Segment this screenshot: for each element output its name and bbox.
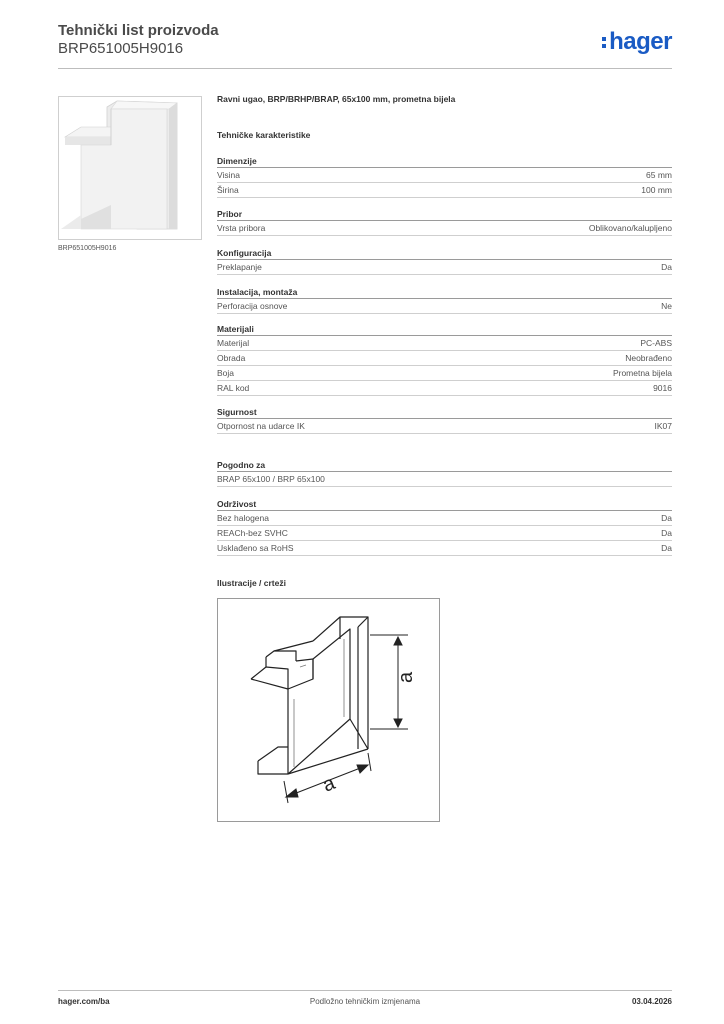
footer-notice: Podložno tehničkim izmjenama (309, 997, 421, 1006)
spec-value: Da (661, 528, 672, 538)
product-summary (217, 94, 672, 140)
spec-value: Ne (661, 301, 672, 311)
spec-label: RAL kod (217, 383, 250, 393)
spec-row (217, 511, 672, 526)
document-title: Tehnički list proizvoda (58, 22, 219, 39)
spec-label: Vrsta pribora (217, 223, 266, 233)
logo-text: hager (609, 28, 672, 55)
spec-value: 100 mm (641, 185, 672, 195)
footer-date: 03.04.2026 (631, 997, 672, 1006)
section-title: Pribor (217, 207, 672, 221)
spec-label: BRAP 65x100 / BRP 65x100 (217, 474, 325, 484)
section-title: Pogodno za (217, 458, 672, 472)
section-title: Održivost (217, 497, 672, 511)
product-image-caption: BRP651005H9016 (58, 245, 117, 252)
spec-row (217, 299, 672, 314)
section-configuration (217, 246, 672, 275)
spec-row (217, 541, 672, 556)
spec-row (217, 221, 672, 236)
section-sustainability (217, 497, 672, 556)
spec-label: Perforacija osnove (217, 301, 288, 311)
spec-value: IK07 (654, 421, 672, 431)
header-divider (58, 68, 672, 69)
footer-website-link[interactable]: hager.com/ba (58, 997, 110, 1006)
section-title: Materijali (217, 322, 672, 336)
spec-row (217, 183, 672, 198)
technical-characteristics-heading: Tehničke karakteristike (217, 130, 311, 140)
section-installation (217, 285, 672, 314)
spec-row (217, 351, 672, 366)
logo-colon-icon (602, 34, 607, 50)
dimension-label-vertical: a (395, 671, 417, 683)
section-dimensions (217, 154, 672, 198)
section-safety (217, 405, 672, 434)
flat-angle-drawing-icon (218, 599, 439, 821)
flat-angle-photo-icon (59, 97, 201, 239)
spec-row (217, 419, 672, 434)
section-title: Konfiguracija (217, 246, 672, 260)
spec-row (217, 260, 672, 275)
product-code: BRP651005H9016 (58, 40, 184, 57)
section-materials (217, 322, 672, 396)
illustrations-heading: Ilustracije / crteži (217, 578, 286, 588)
spec-row (217, 472, 672, 487)
spec-label: Usklađeno sa RoHS (217, 543, 294, 553)
spec-label: Materijal (217, 338, 250, 348)
spec-label: Otpornost na udarce IK (217, 421, 305, 431)
spec-value: Neobrađeno (625, 353, 672, 363)
section-title: Instalacija, montaža (217, 285, 672, 299)
spec-label: Visina (217, 170, 240, 180)
product-description: Ravni ugao, BRP/BRHP/BRAP, 65x100 mm, prometna bijela (217, 94, 456, 104)
section-title: Sigurnost (217, 405, 672, 419)
spec-value: 9016 (653, 383, 672, 393)
hager-logo (602, 28, 672, 56)
spec-value: Prometna bijela (612, 368, 672, 378)
spec-value: PC-ABS (640, 338, 672, 348)
spec-label: Obrada (217, 353, 246, 363)
footer-divider (58, 990, 672, 991)
spec-row (217, 526, 672, 541)
spec-value: 65 mm (646, 170, 672, 180)
spec-label: Bez halogena (217, 513, 269, 523)
section-accessories (217, 207, 672, 236)
spec-row (217, 168, 672, 183)
spec-row (217, 381, 672, 396)
spec-label: Širina (217, 185, 239, 195)
page-header (58, 22, 672, 70)
section-suitable-for (217, 458, 672, 487)
technical-drawing (217, 598, 440, 822)
section-title: Dimenzije (217, 154, 672, 168)
spec-value: Da (661, 513, 672, 523)
spec-value: Da (661, 262, 672, 272)
spec-row (217, 336, 672, 351)
spec-label: Preklapanje (217, 262, 262, 272)
spec-row (217, 366, 672, 381)
product-photo (58, 96, 202, 240)
spec-value: Oblikovano/kalupljeno (588, 223, 672, 233)
spec-value: Da (661, 543, 672, 553)
dimension-label-horizontal: a (319, 772, 339, 797)
spec-label: REACh-bez SVHC (217, 528, 288, 538)
spec-label: Boja (217, 368, 235, 378)
